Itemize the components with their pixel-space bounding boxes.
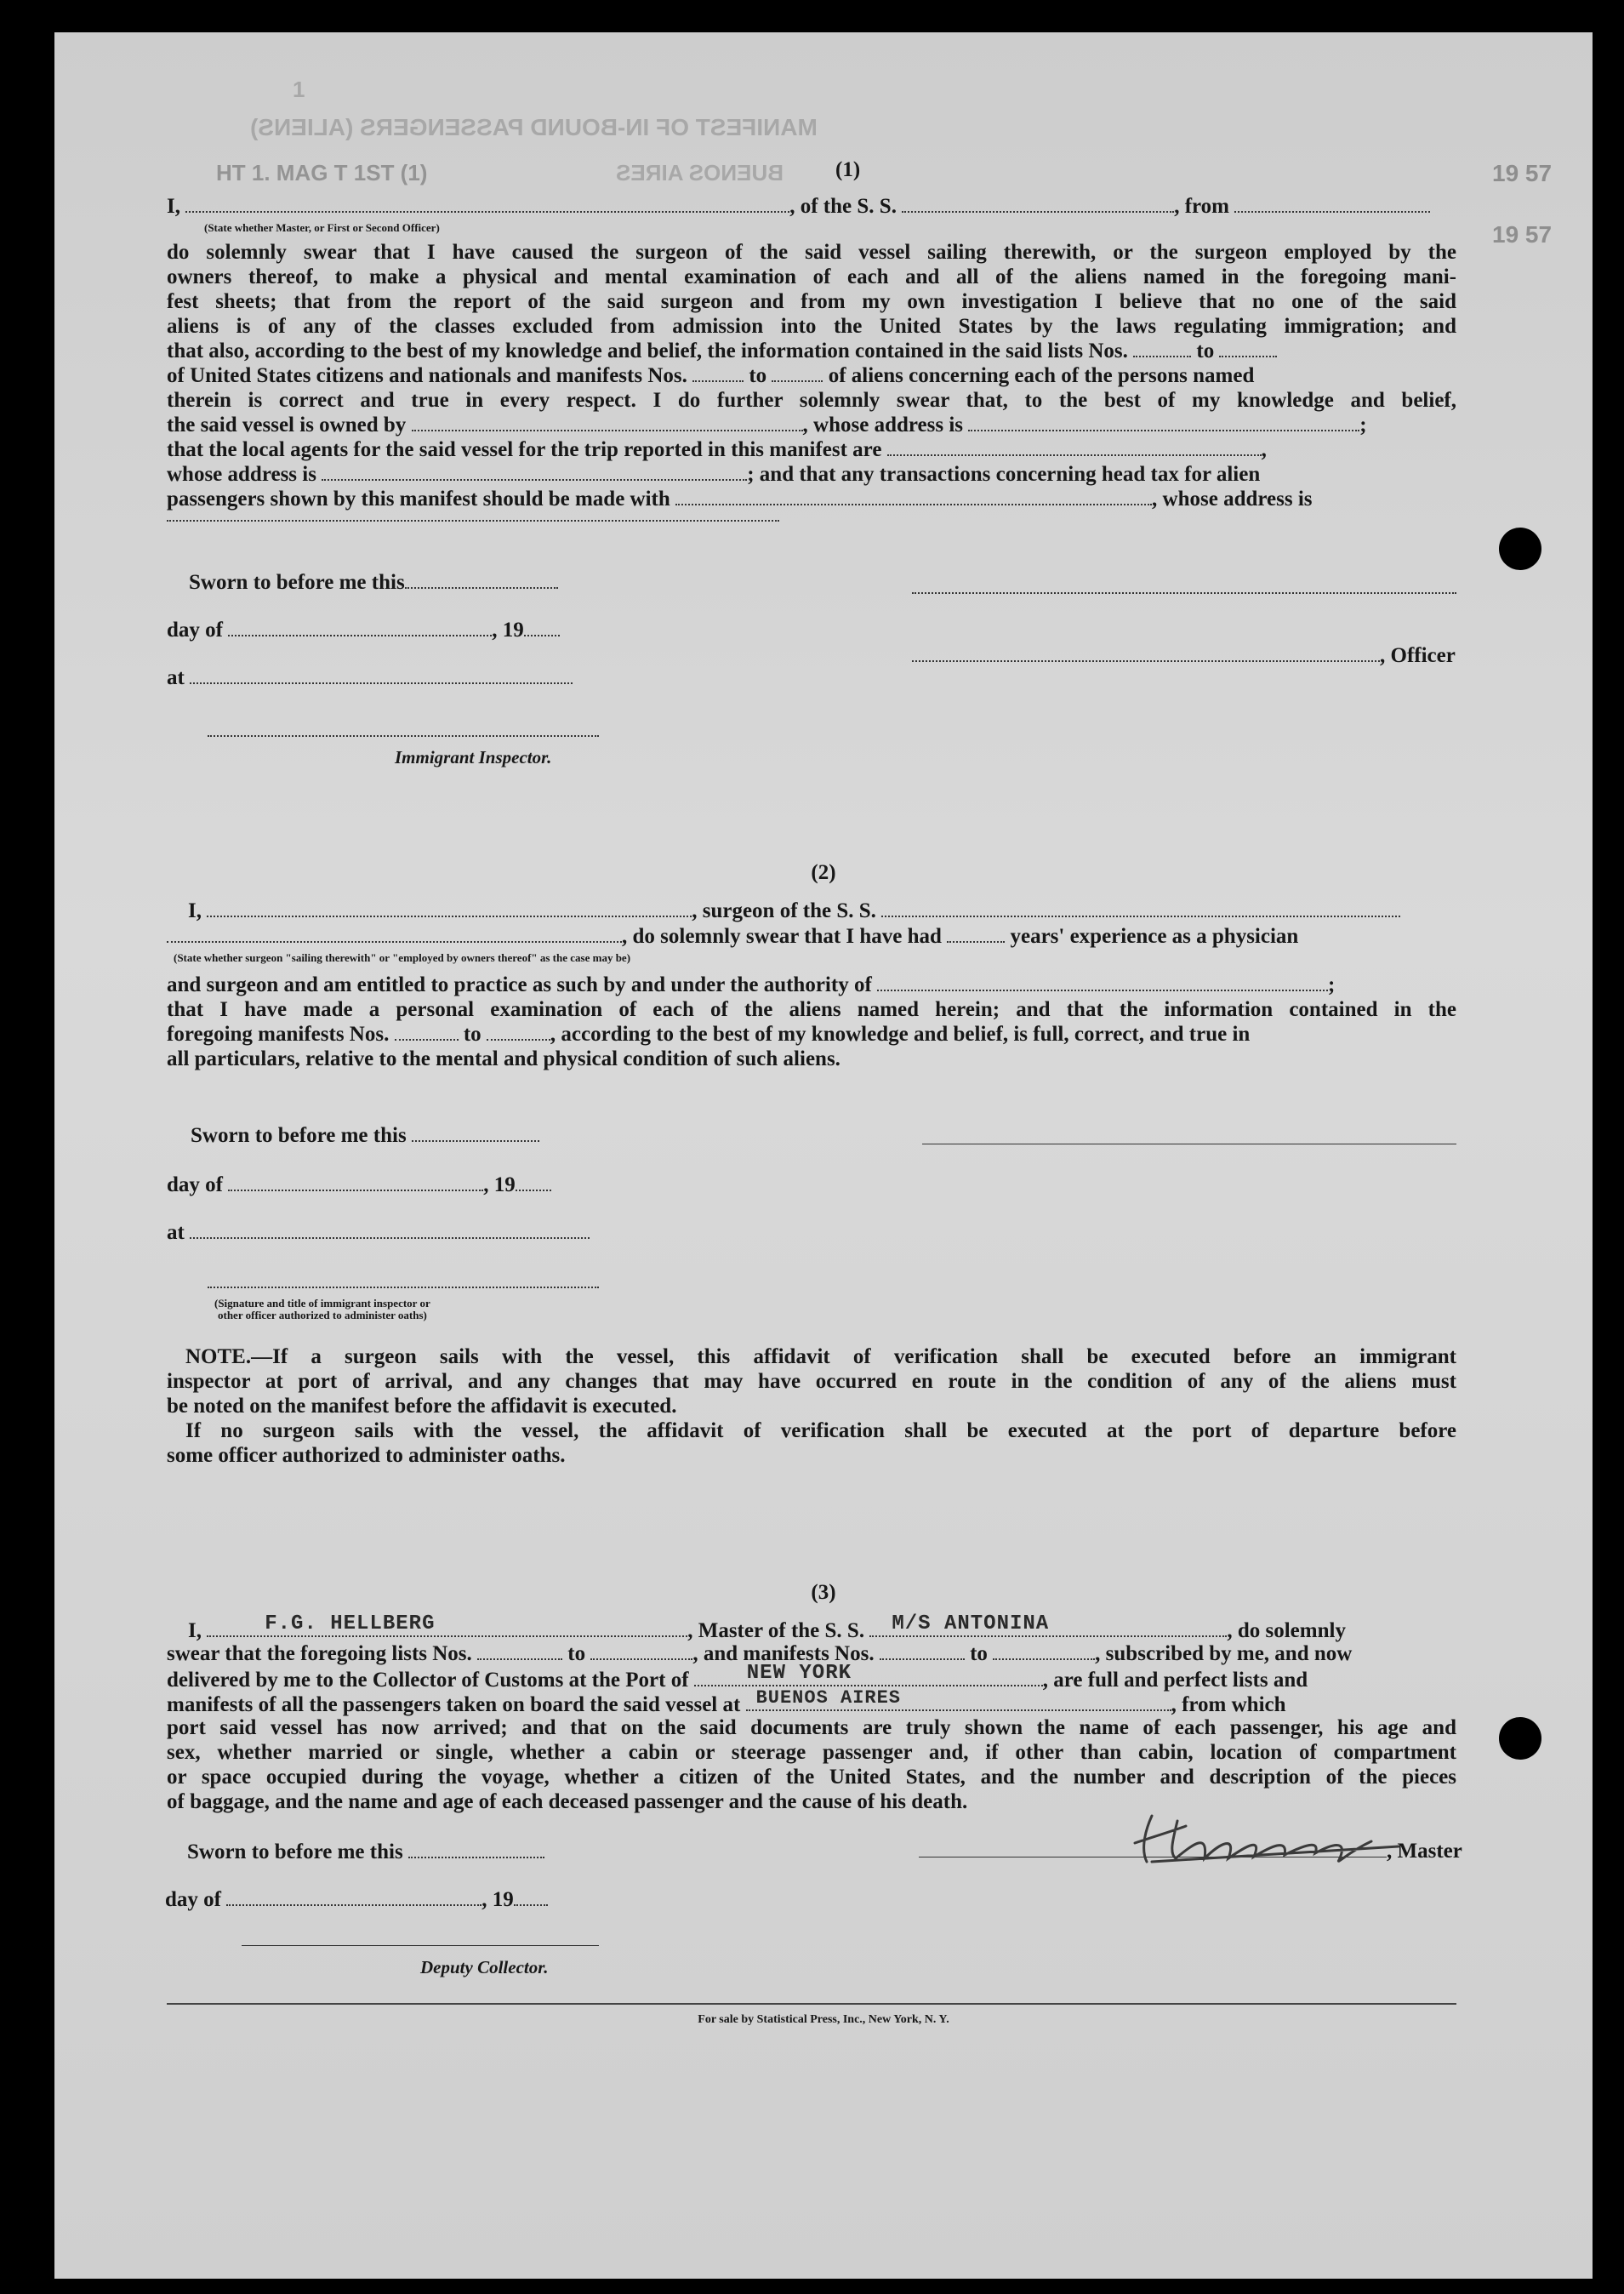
bleed-line1: HT 1. MAG T 1ST (1) bbox=[216, 160, 428, 185]
s1-line-6: that also, according to the best of my knowledge and belief, the information contained in the said lists Nos. to bbox=[167, 339, 1456, 364]
s3-line-2: swear that the foregoing lists Nos. to , and manifests Nos. to , subscribed by me, and now bbox=[167, 1642, 1353, 1665]
section-3-number: (3) bbox=[811, 1581, 836, 1604]
s3-line-3: delivered by me to the Collector of Customs at the Port of NEW YORK , are full and perfect lists and bbox=[167, 1662, 1308, 1692]
s1-ship-field bbox=[902, 194, 1174, 213]
punch-hole-bottom bbox=[1499, 1717, 1541, 1760]
bleed-line2: BUENOS AIRES bbox=[616, 160, 784, 185]
s2-ship-field bbox=[881, 899, 1400, 917]
bleed-manifest-no: 1 bbox=[293, 77, 305, 102]
s1-line-9: the said vessel is owned by , whose address is ; bbox=[167, 414, 1367, 437]
s1-inspector-line bbox=[208, 735, 599, 737]
note-line-3: be noted on the manifest before the affidavit is executed. bbox=[167, 1395, 677, 1418]
s1-line-11: whose address is ; and that any transactions concerning head tax for alien bbox=[167, 463, 1261, 486]
s2-sig-note-1: (Signature and title of immigrant inspector or bbox=[214, 1297, 430, 1310]
s1-day-of: day of , 19 bbox=[167, 618, 560, 642]
s1-at: at bbox=[167, 665, 573, 690]
s3-line-8: of baggage, and the name and age of each deceased passenger and the cause of his death. bbox=[167, 1790, 968, 1813]
s3-ship-name: M/S ANTONINA bbox=[892, 1612, 1050, 1635]
section-2-number: (2) bbox=[811, 861, 836, 884]
s1-officer-rank-field bbox=[185, 194, 789, 213]
master-signature-scrawl bbox=[1126, 1809, 1416, 1869]
s2-sig-note-2: other officer authorized to administer oaths) bbox=[218, 1309, 427, 1321]
s2-years-field bbox=[947, 924, 1005, 943]
bleed-title: MANIFEST OF IN-BOUND PASSENGERS (ALIENS) bbox=[250, 114, 818, 140]
s2-line-2: , do solemnly swear that I have had years' experience as a physician bbox=[167, 924, 1456, 950]
s3-line-1: I, F.G. HELLBERG , Master of the S. S. M/S ANTONINA , do solemnly bbox=[188, 1612, 1346, 1642]
s2-sworn: Sworn to before me this bbox=[191, 1123, 539, 1148]
s1-line-7: of United States citizens and nationals and manifests Nos. to of aliens concerning each of the persons named bbox=[167, 364, 1255, 387]
s2-at: at bbox=[167, 1220, 590, 1245]
punch-hole-top bbox=[1499, 528, 1541, 570]
s2-day-of: day of , 19 bbox=[167, 1173, 551, 1197]
s3-sworn: Sworn to before me this bbox=[187, 1840, 544, 1864]
s1-line-12: passengers shown by this manifest should be made with , whose address is bbox=[167, 488, 1313, 511]
s2-surgeon-note: (State whether surgeon "sailing therewith" or "employed by owners thereof" as the case may be) bbox=[174, 951, 631, 964]
section-1-number: (1) bbox=[835, 158, 861, 181]
bleed-date2: 19 57 bbox=[1492, 221, 1553, 248]
s1-head-tax-field bbox=[675, 487, 1152, 505]
s1-from-field bbox=[1234, 194, 1430, 213]
s2-line-5: foregoing manifests Nos. to , according to the best of my knowledge and belief, is full, correct, and true in bbox=[167, 1023, 1251, 1046]
s3-departure-port: BUENOS AIRES bbox=[755, 1687, 902, 1709]
s1-agents-address-field bbox=[322, 462, 747, 481]
s3-collector-line bbox=[242, 1945, 599, 1946]
note-line-1: NOTE.—If a surgeon sails with the vessel, this affidavit of verification shall be executed before an immigrant bbox=[185, 1345, 1456, 1368]
s2-inspector-line bbox=[208, 1287, 599, 1288]
s1-agents-field bbox=[887, 437, 1262, 456]
s1-head-tax-address-line bbox=[167, 520, 779, 522]
s2-authority-field bbox=[877, 973, 1328, 991]
s1-line-10: that the local agents for the said vessel for the trip reported in this manifest are , bbox=[167, 438, 1267, 461]
s3-master-signature: , Master bbox=[919, 1840, 1462, 1863]
s3-line-7: or space occupied during the voyage, whether a citizen of the United States, and the number and description of the pieces bbox=[167, 1766, 1456, 1789]
s2-surgeon-field bbox=[207, 899, 692, 917]
s1-inspector-label: Immigrant Inspector. bbox=[395, 747, 552, 768]
s1-line-8: therein is correct and true in every respect. I do further solemnly swear that, to the best of my knowledge and belief, bbox=[167, 389, 1456, 412]
s1-officer-signature-line bbox=[912, 592, 1456, 594]
s2-line-1: I, , surgeon of the S. S. bbox=[167, 899, 1456, 924]
s3-line-4: manifests of all the passengers taken on board the said vessel at BUENOS AIRES , from which bbox=[167, 1687, 1286, 1716]
s1-rank-note: (State whether Master, or First or Second Officer) bbox=[204, 221, 440, 234]
note-line-5: some officer authorized to administer oaths. bbox=[167, 1444, 566, 1467]
footer-rule bbox=[167, 2003, 1456, 2005]
s1-owner-address-field bbox=[968, 413, 1359, 431]
s1-line-1: I, , of the S. S. , from bbox=[167, 194, 1456, 220]
s2-line-4: that I have made a personal examination of each of the aliens named herein; and that the information contained in the bbox=[167, 998, 1456, 1021]
s1-owner-field bbox=[412, 413, 803, 431]
s1-line-3: owners thereof, to make a physical and mental examination of each and all of the aliens named in the foregoing mani- bbox=[167, 265, 1456, 288]
note-line-2: inspector at port of arrival, and any changes that may have occurred en route in the condition of any of the aliens must bbox=[167, 1370, 1456, 1393]
bleed-date: 19 57 bbox=[1492, 160, 1553, 186]
s1-sworn: Sworn to before me this bbox=[189, 570, 558, 595]
s3-collector-label: Deputy Collector. bbox=[420, 1957, 549, 1977]
s1-officer: , Officer bbox=[912, 643, 1456, 668]
s3-port: NEW YORK bbox=[746, 1662, 852, 1685]
s1-line-2: do solemnly swear that I have caused the surgeon of the said vessel sailing therewith, or the surgeon employed by the bbox=[167, 241, 1456, 264]
note-line-4: If no surgeon sails with the vessel, the affidavit of verification shall be executed at the port of departure before bbox=[185, 1419, 1456, 1442]
footer-imprint: For sale by Statistical Press, Inc., New York, N. Y. bbox=[698, 2013, 949, 2026]
s1-line-5: aliens is of any of the classes excluded from admission into the United States by the laws regulating immigration; and bbox=[167, 315, 1456, 338]
s2-line-6: all particulars, relative to the mental and physical condition of such aliens. bbox=[167, 1047, 840, 1070]
s1-line-4: fest sheets; that from the report of the said surgeon and from my own investigation I believe that no one of the said bbox=[167, 290, 1456, 313]
s3-day-of: day of , 19 bbox=[165, 1887, 548, 1912]
s2-line-3: and surgeon and am entitled to practice as such by and under the authority of ; bbox=[167, 973, 1336, 996]
s3-master-name: F.G. HELLBERG bbox=[265, 1612, 436, 1635]
s3-line-6: sex, whether married or single, whether a cabin or steerage passenger and, if other than cabin, location of compartment bbox=[167, 1741, 1456, 1764]
manifest-affidavit-page bbox=[54, 32, 1593, 2279]
s3-line-5: port said vessel has now arrived; and that on the said documents are truly shown the name of each passenger, his age and bbox=[167, 1716, 1456, 1739]
